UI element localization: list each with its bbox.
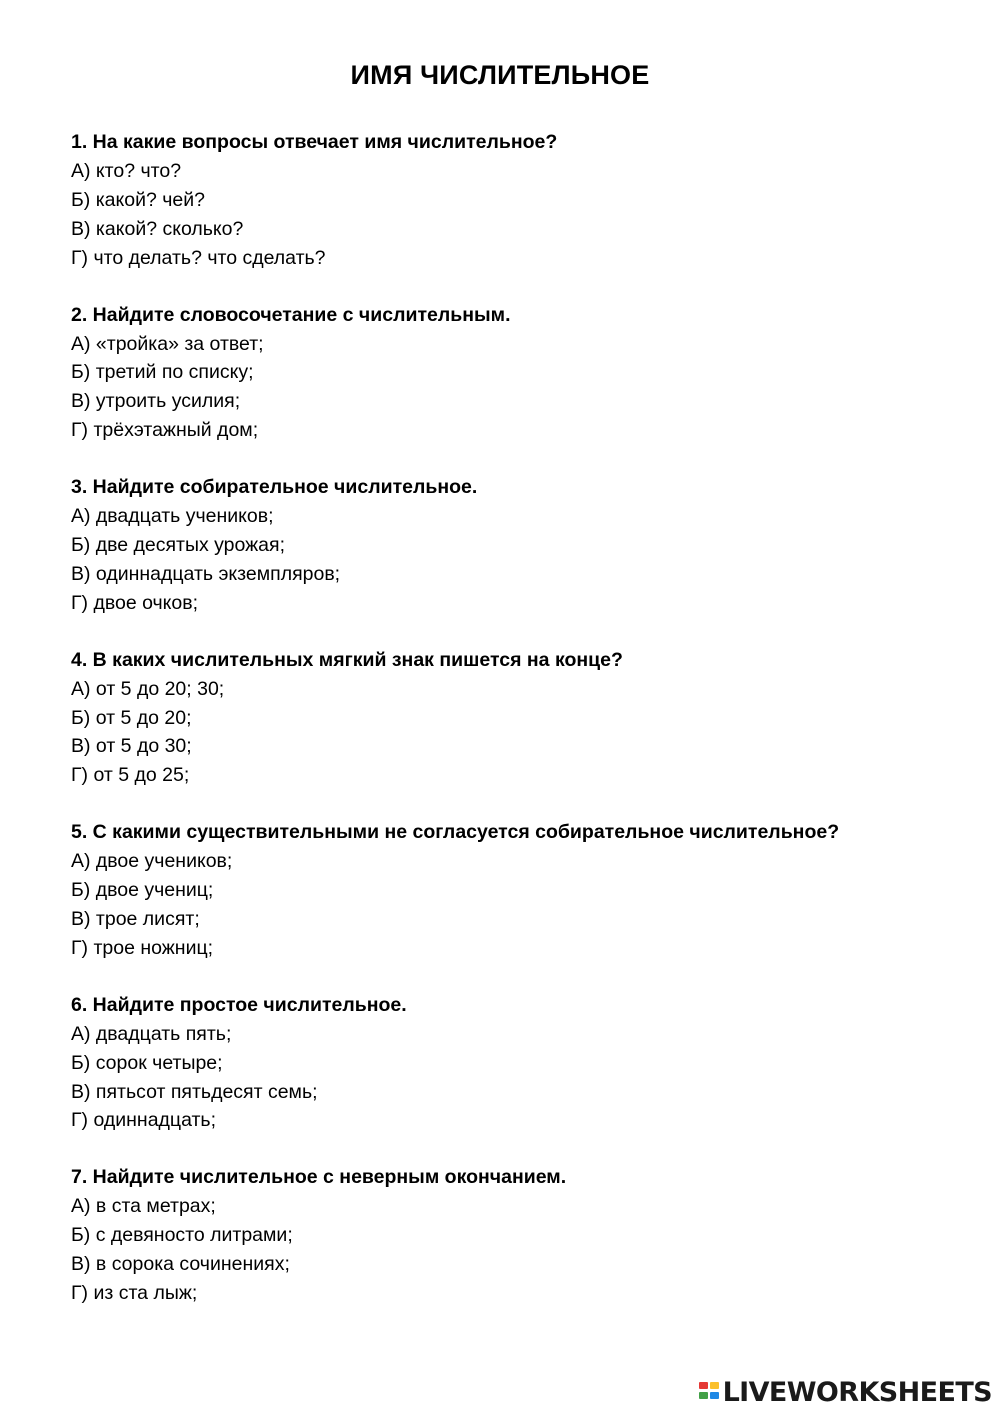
question-2 bbox=[71, 301, 971, 446]
logo-text: LIVEWORKSHEETS bbox=[722, 1376, 992, 1408]
question-text: 6. Найдите простое числительное. bbox=[71, 993, 407, 1016]
answer-option: Б) двое учениц; bbox=[71, 879, 214, 902]
logo-mark-icon bbox=[699, 1380, 721, 1404]
answer-option: Г) трое ножниц; bbox=[71, 936, 214, 959]
logo-block-blue bbox=[710, 1392, 719, 1399]
answer-option: Б) сорок четыре; bbox=[71, 1051, 223, 1074]
answer-option: Г) из ста лыж; bbox=[71, 1282, 198, 1305]
question-6 bbox=[71, 991, 971, 1136]
answer-option: Г) одиннадцать; bbox=[71, 1109, 217, 1132]
question-7 bbox=[71, 1163, 971, 1308]
answer-option: В) пятьсот пятьдесят семь; bbox=[71, 1080, 318, 1103]
question-3 bbox=[71, 473, 971, 618]
question-text: 5. С какими существительными не согласуется собирательное числительное? bbox=[71, 821, 840, 844]
answer-option: А) в ста метрах; bbox=[71, 1195, 216, 1218]
question-text: 3. Найдите собирательное числительное. bbox=[71, 476, 478, 499]
answer-option: А) двадцать учеников; bbox=[71, 505, 274, 528]
quiz bbox=[71, 128, 971, 1336]
answer-option: А) двое учеников; bbox=[71, 850, 233, 873]
answer-option: А) двадцать пять; bbox=[71, 1022, 232, 1045]
answer-option: В) одиннадцать экземпляров; bbox=[71, 562, 341, 585]
answer-option: Г) что делать? что сделать? bbox=[71, 246, 326, 269]
question-1 bbox=[71, 128, 971, 273]
answer-option: А) «тройка» за ответ; bbox=[71, 332, 264, 355]
question-5 bbox=[71, 818, 971, 963]
answer-option: Г) двое очков; bbox=[71, 591, 199, 614]
answer-option: В) утроить усилия; bbox=[71, 390, 241, 413]
page-title: ИМЯ ЧИСЛИТЕЛЬНОЕ bbox=[350, 60, 650, 90]
answer-option: Б) с девяносто литрами; bbox=[71, 1224, 293, 1247]
answer-option: Б) какой? чей? bbox=[71, 188, 206, 211]
question-text: 4. В каких числительных мягкий знак пишется на конце? bbox=[71, 648, 623, 671]
answer-option: Б) третий по списку; bbox=[71, 361, 254, 384]
answer-option: В) трое лисят; bbox=[71, 908, 200, 931]
question-text: 7. Найдите числительное с неверным окончанием. bbox=[71, 1166, 567, 1189]
answer-option: Б) от 5 до 20; bbox=[71, 706, 192, 729]
logo-block-red bbox=[699, 1382, 708, 1389]
answer-option: В) какой? сколько? bbox=[71, 217, 244, 240]
answer-option: В) от 5 до 30; bbox=[71, 735, 192, 758]
answer-option: Б) две десятых урожая; bbox=[71, 534, 286, 557]
question-text: 2. Найдите словосочетание с числительным. bbox=[71, 303, 511, 326]
question-4 bbox=[71, 646, 971, 791]
answer-option: А) кто? что? bbox=[71, 160, 182, 182]
logo-block-green bbox=[699, 1392, 708, 1399]
liveworksheets-logo bbox=[699, 1377, 992, 1407]
answer-option: Г) трёхэтажный дом; bbox=[71, 419, 259, 442]
answer-option: В) в сорока сочинениях; bbox=[71, 1253, 290, 1276]
answer-option: А) от 5 до 20; 30; bbox=[71, 677, 225, 700]
logo-block-yellow bbox=[710, 1382, 719, 1389]
answer-option: Г) от 5 до 25; bbox=[71, 764, 190, 787]
question-text: 1. На какие вопросы отвечает имя числительное? bbox=[71, 131, 558, 153]
